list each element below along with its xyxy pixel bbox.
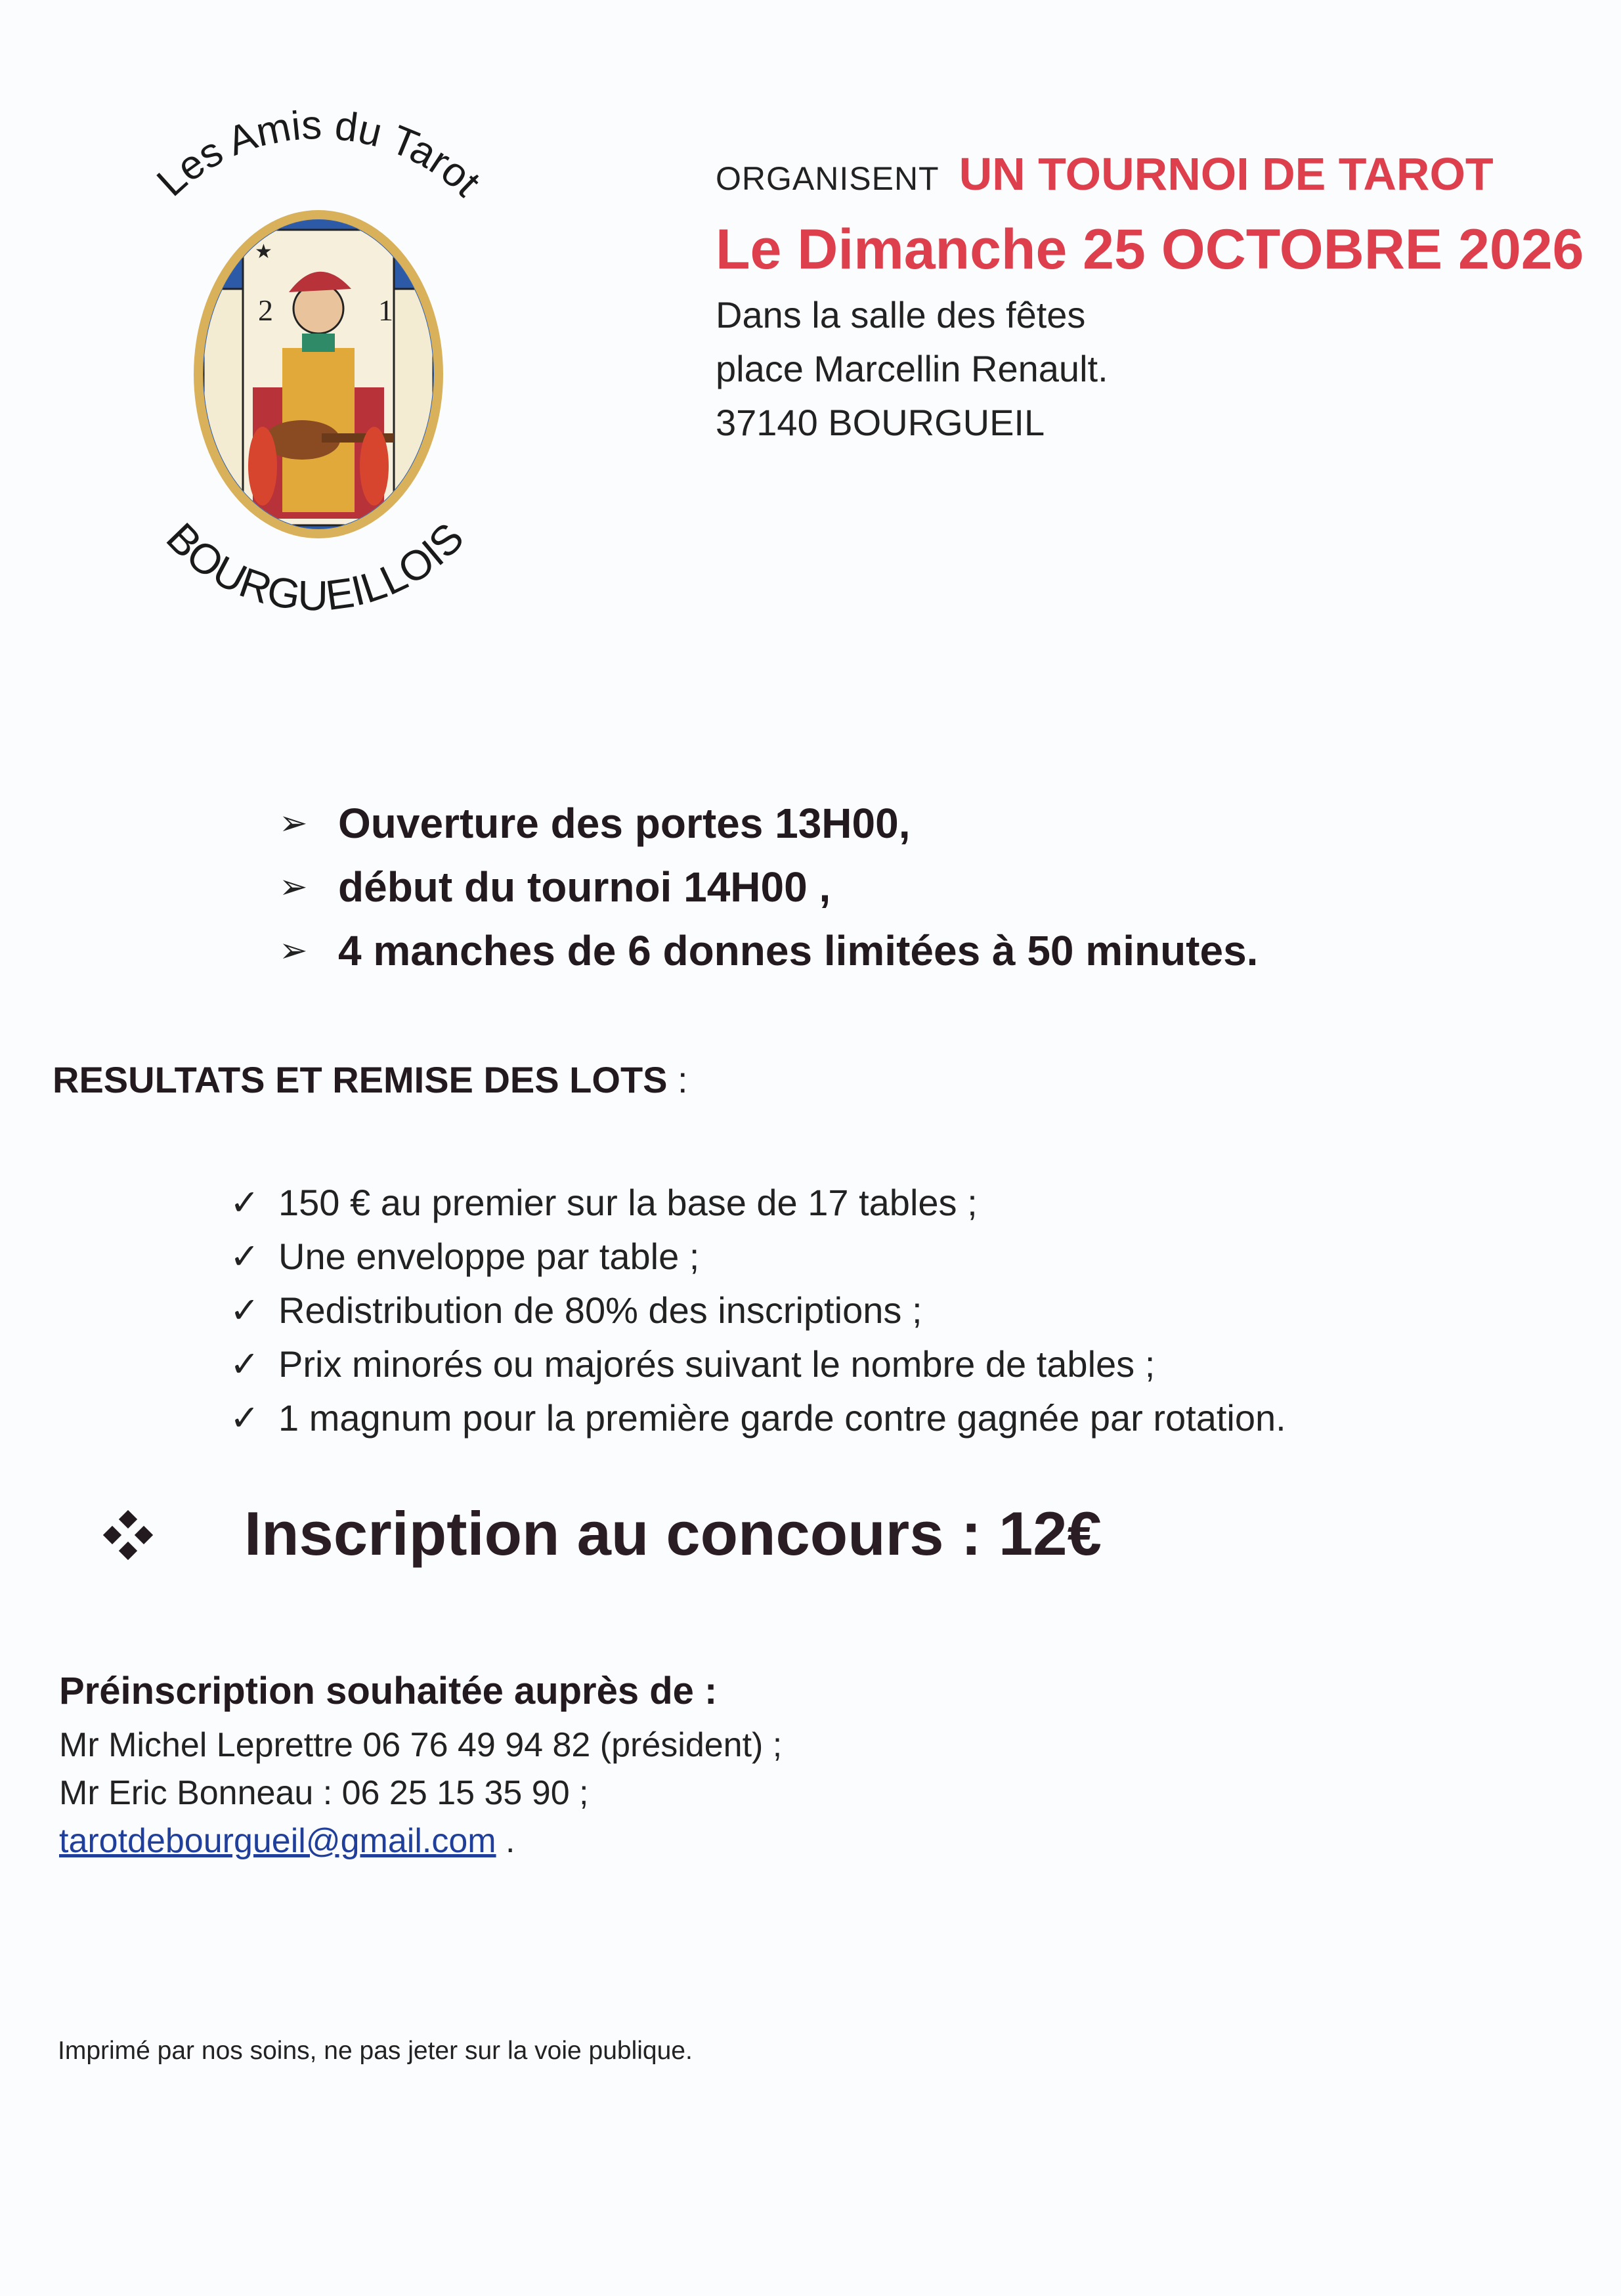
arrow-bullet-icon: ➢ [279,804,308,842]
inscription-fee: Inscription au concours : 12€ [244,1499,1102,1568]
prize-item [230,1391,1543,1444]
preinscription-title: Préinscription souhaitée auprès de : [59,1670,718,1712]
prize-list [230,1175,1543,1444]
checkmark-icon: ✓ [230,1398,260,1438]
star-icon: ★ [255,240,272,263]
results-colon: : [667,1059,688,1100]
logo-card-right-number: 1 [378,293,393,327]
address-line: Dans la salle des fêtes [716,294,1086,336]
header [716,148,1595,450]
email-link[interactable]: tarotdebourgueil@gmail.com [59,1822,496,1860]
checkmark-icon: ✓ [230,1344,260,1384]
contact-line: Mr Michel Leprettre 06 76 49 94 82 (président) ; [59,1726,783,1764]
address-line: place Marcellin Renault. [716,348,1108,389]
prize-text: Redistribution de 80% des inscriptions ; [278,1289,922,1331]
prize-item [230,1229,1543,1283]
preinscription-section [59,1669,1372,1865]
logo-card-left-number: 2 [258,293,273,327]
schedule-text: Ouverture des portes 13H00, [338,799,911,847]
address-line: 37140 BOURGUEIL [716,402,1045,443]
prize-text: Une enveloppe par table ; [278,1235,700,1277]
schedule-item [279,791,1526,855]
schedule-list [279,791,1526,982]
prize-item [230,1283,1543,1337]
contact-line: Mr Eric Bonneau : 06 25 15 35 90 ; [59,1774,589,1812]
results-heading [53,1058,688,1101]
schedule-item [279,919,1526,982]
results-title: RESULTATS ET REMISE DES LOTS [53,1059,668,1100]
prize-item [230,1175,1543,1229]
header-org-line [716,148,1595,220]
email-line [59,1817,1372,1865]
event-date: Le Dimanche 25 OCTOBRE 2026 [716,218,1584,281]
event-address [716,288,1595,450]
checkmark-icon: ✓ [230,1236,260,1276]
checkmark-icon: ✓ [230,1182,260,1223]
organisent-label: ORGANISENT [716,160,940,197]
diamond-bullet-icon [102,1509,154,1561]
footer-note: Imprimé par nos soins, ne pas jeter sur la voie publique. [58,2037,693,2065]
logo-arc-bottom-text: BOURGUEILLOIS [157,513,473,620]
prize-text: 1 magnum pour la première garde contre gagnée par rotation. [278,1397,1286,1439]
tournament-title: UN TOURNOI DE TAROT [959,148,1494,200]
arrow-bullet-icon: ➢ [279,931,308,970]
prize-text: 150 € au premier sur la base de 17 tables ; [278,1181,978,1223]
prize-text: Prix minorés ou majorés suivant le nombre de tables ; [278,1343,1156,1385]
schedule-text: 4 manches de 6 donnes limitées à 50 minutes. [338,926,1259,974]
schedule-item [279,855,1526,919]
checkmark-icon: ✓ [230,1290,260,1330]
email-suffix: . [496,1822,515,1860]
arrow-bullet-icon: ➢ [279,867,308,906]
schedule-text: début du tournoi 14H00 , [338,863,831,911]
logo-arc-top-text: Les Amis du Tarot [148,102,489,206]
prize-item [230,1337,1543,1391]
club-logo [125,72,519,676]
